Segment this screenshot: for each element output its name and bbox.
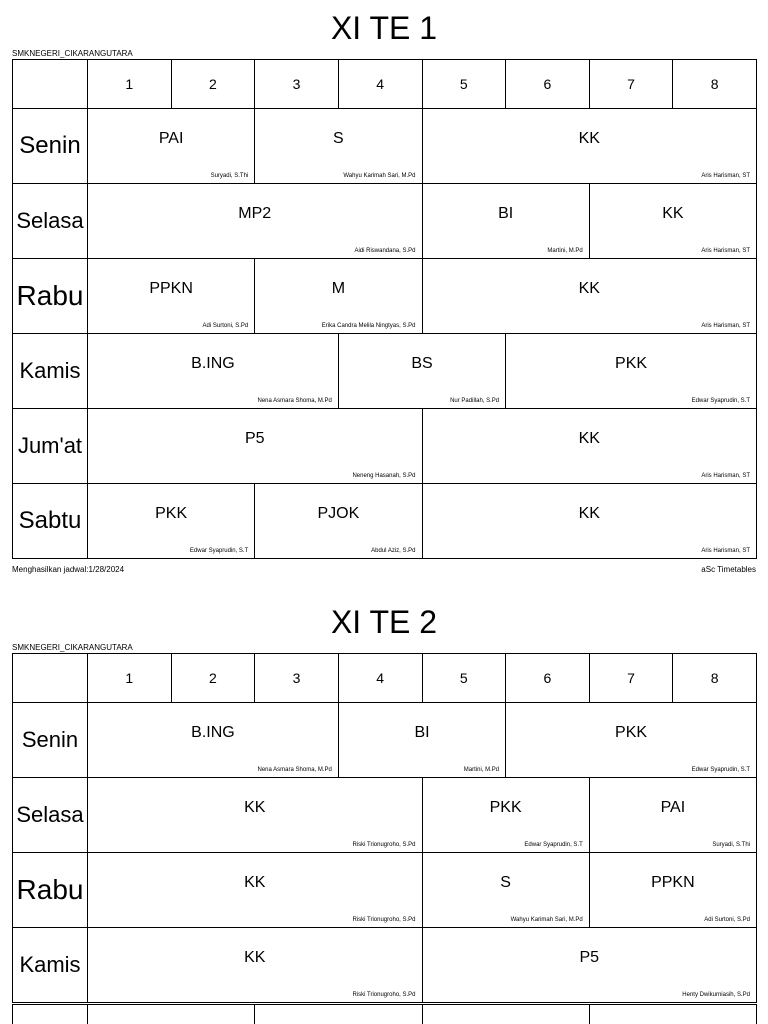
day-row-rabu (13, 259, 757, 334)
subject-label: KK (244, 799, 266, 816)
day-label: Selasa (13, 778, 88, 853)
timetable-2-title: XI TE 2 (330, 604, 438, 640)
lesson-cell (88, 259, 255, 334)
teacher-label: Aris Harisman, ST (701, 548, 750, 554)
teacher-label: Edwar Syaprudin, S.T (691, 767, 750, 773)
day-row-selasa (13, 778, 757, 853)
teacher-label: Riski Trionugroho, S.Pd (352, 842, 416, 848)
teacher-label: Martini, M.Pd (463, 767, 500, 773)
day-row-selasa (13, 184, 757, 259)
day-label: Rabu (13, 853, 88, 928)
lesson-cell (589, 184, 756, 259)
subject-label: KK (578, 280, 600, 297)
teacher-label: Riski Trionugroho, S.Pd (352, 992, 416, 998)
period-header: 3 (255, 654, 339, 703)
subject-label: PKK (155, 505, 188, 522)
period-header-row (13, 654, 757, 703)
teacher-label: Aris Harisman, ST (701, 173, 750, 179)
lesson-cell (422, 778, 589, 853)
teacher-label: Nur Padillah, S.Pd (450, 398, 500, 404)
lesson-cell-partial (422, 1005, 589, 1024)
lesson-cell (88, 928, 423, 1003)
timetable-1-school: SMKNEGERI_CIKARANGUTARA (12, 49, 133, 58)
generated-date: Menghasilkan jadwal:1/28/2024 (12, 565, 125, 574)
timetable-2-school: SMKNEGERI_CIKARANGUTARA (12, 643, 133, 652)
teacher-label: Adi Surtoni, S.Pd (704, 917, 750, 923)
period-header: 4 (338, 654, 422, 703)
period-header: 5 (422, 654, 506, 703)
lesson-cell (589, 853, 756, 928)
subject-label: BI (498, 205, 514, 222)
period-header: 2 (171, 654, 255, 703)
subject-label: PPKN (651, 874, 695, 891)
day-row-jumat (13, 409, 757, 484)
subject-label: PKK (489, 799, 522, 816)
teacher-label: Martini, M.Pd (547, 248, 583, 254)
lesson-cell (255, 109, 422, 184)
teacher-label: Aris Harisman, ST (701, 248, 750, 254)
subject-label: P5 (244, 430, 265, 447)
lesson-cell (338, 334, 505, 409)
lesson-cell (422, 928, 757, 1003)
period-header-row (13, 60, 757, 109)
lesson-cell (422, 409, 757, 484)
period-header: 6 (506, 654, 590, 703)
day-row-partial (13, 1005, 757, 1024)
day-label: Kamis (13, 334, 88, 409)
period-header: 8 (673, 654, 757, 703)
lesson-cell (88, 409, 423, 484)
lesson-cell (422, 109, 757, 184)
timetable-1-title: XI TE 1 (330, 10, 438, 46)
corner-cell (13, 60, 88, 109)
day-label: Selasa (13, 184, 88, 259)
period-header: 2 (171, 60, 255, 109)
period-header: 1 (88, 60, 172, 109)
teacher-label: Neneng Hasanah, S.Pd (352, 473, 416, 479)
period-header: 8 (673, 60, 757, 109)
teacher-label: Edwar Syaprudin, S.T (691, 398, 750, 404)
lesson-cell (88, 109, 255, 184)
teacher-label: Edwar Syaprudin, S.T (189, 548, 249, 554)
timetable-1-grid (12, 59, 757, 559)
subject-label: KK (578, 505, 600, 522)
software-credit: aSc Timetables (701, 565, 756, 574)
lesson-cell (506, 334, 757, 409)
day-row-kamis (13, 334, 757, 409)
lesson-cell (255, 259, 422, 334)
subject-label: PAI (158, 130, 184, 147)
lesson-cell-partial (255, 1005, 422, 1024)
day-label: Sabtu (13, 484, 88, 559)
teacher-label: Henty Dwikurniasih, S.Pd (682, 992, 750, 998)
lesson-cell (88, 853, 423, 928)
lesson-cell (589, 778, 756, 853)
next-row-partial (0, 1004, 768, 1024)
subject-label: KK (662, 205, 684, 222)
day-row-kamis (13, 928, 757, 1003)
subject-label: PAI (660, 799, 686, 816)
lesson-cell (88, 184, 423, 259)
timetable-2-grid (12, 653, 757, 1003)
period-header: 5 (422, 60, 506, 109)
subject-label: P5 (579, 949, 600, 966)
lesson-cell (422, 484, 757, 559)
teacher-label: Suryadi, S.Thi (712, 842, 750, 848)
day-label: Senin (13, 703, 88, 778)
lesson-cell (506, 703, 757, 778)
teacher-label: Riski Trionugroho, S.Pd (352, 917, 416, 923)
subject-label: B.ING (191, 724, 235, 741)
subject-label: BS (411, 355, 433, 372)
teacher-label: Wahyu Karimah Sari, M.Pd (510, 917, 583, 923)
day-label: Jum'at (13, 409, 88, 484)
subject-label: PKK (615, 724, 648, 741)
teacher-label: Aidi Riswandana, S.Pd (354, 248, 416, 254)
teacher-label: Wahyu Karimah Sari, M.Pd (343, 173, 416, 179)
teacher-label: Edwar Syaprudin, S.T (524, 842, 583, 848)
subject-label: BI (414, 724, 430, 741)
day-label: Senin (13, 109, 88, 184)
subject-label: PPKN (149, 280, 193, 297)
day-row-senin (13, 109, 757, 184)
period-header: 6 (506, 60, 590, 109)
teacher-label: Suryadi, S.Thi (210, 173, 249, 179)
period-header: 4 (338, 60, 422, 109)
period-header: 3 (255, 60, 339, 109)
subject-label: B.ING (191, 355, 235, 372)
teacher-label: Abdul Aziz, S.Pd (371, 548, 416, 554)
lesson-cell (255, 484, 422, 559)
period-header: 7 (589, 654, 673, 703)
subject-label: KK (578, 430, 600, 447)
timetable-2-grid-continued (12, 1004, 757, 1024)
lesson-cell (422, 184, 589, 259)
subject-label: KK (244, 949, 266, 966)
day-label-partial (13, 1005, 88, 1024)
teacher-label: Aris Harisman, ST (701, 473, 750, 479)
teacher-label: Nena Asmara Shoma, M.Pd (257, 767, 332, 773)
day-row-senin (13, 703, 757, 778)
lesson-cell (88, 778, 423, 853)
subject-label: S (333, 130, 344, 147)
lesson-cell (422, 259, 757, 334)
lesson-cell (338, 703, 505, 778)
teacher-label: Aris Harisman, ST (701, 323, 750, 329)
lesson-cell (88, 334, 339, 409)
teacher-label: Adi Surtoni, S.Pd (202, 323, 249, 329)
subject-label: S (500, 874, 511, 891)
lesson-cell (422, 853, 589, 928)
subject-label: PJOK (317, 505, 360, 522)
lesson-cell (88, 703, 339, 778)
lesson-cell-partial (589, 1005, 756, 1024)
period-header: 7 (589, 60, 673, 109)
day-row-sabtu (13, 484, 757, 559)
subject-label: PKK (615, 355, 648, 372)
teacher-label: Nena Asmara Shoma, M.Pd (257, 398, 332, 404)
lesson-cell-partial (88, 1005, 255, 1024)
subject-label: KK (578, 130, 600, 147)
day-label: Rabu (13, 259, 88, 334)
day-row-rabu (13, 853, 757, 928)
teacher-label: Erika Candra Melila Ningtyas, S.Pd (321, 323, 416, 329)
subject-label: KK (244, 874, 266, 891)
corner-cell (13, 654, 88, 703)
period-header: 1 (88, 654, 172, 703)
lesson-cell (88, 484, 255, 559)
subject-label: MP2 (238, 205, 272, 222)
subject-label: M (331, 280, 346, 297)
day-label: Kamis (13, 928, 88, 1003)
